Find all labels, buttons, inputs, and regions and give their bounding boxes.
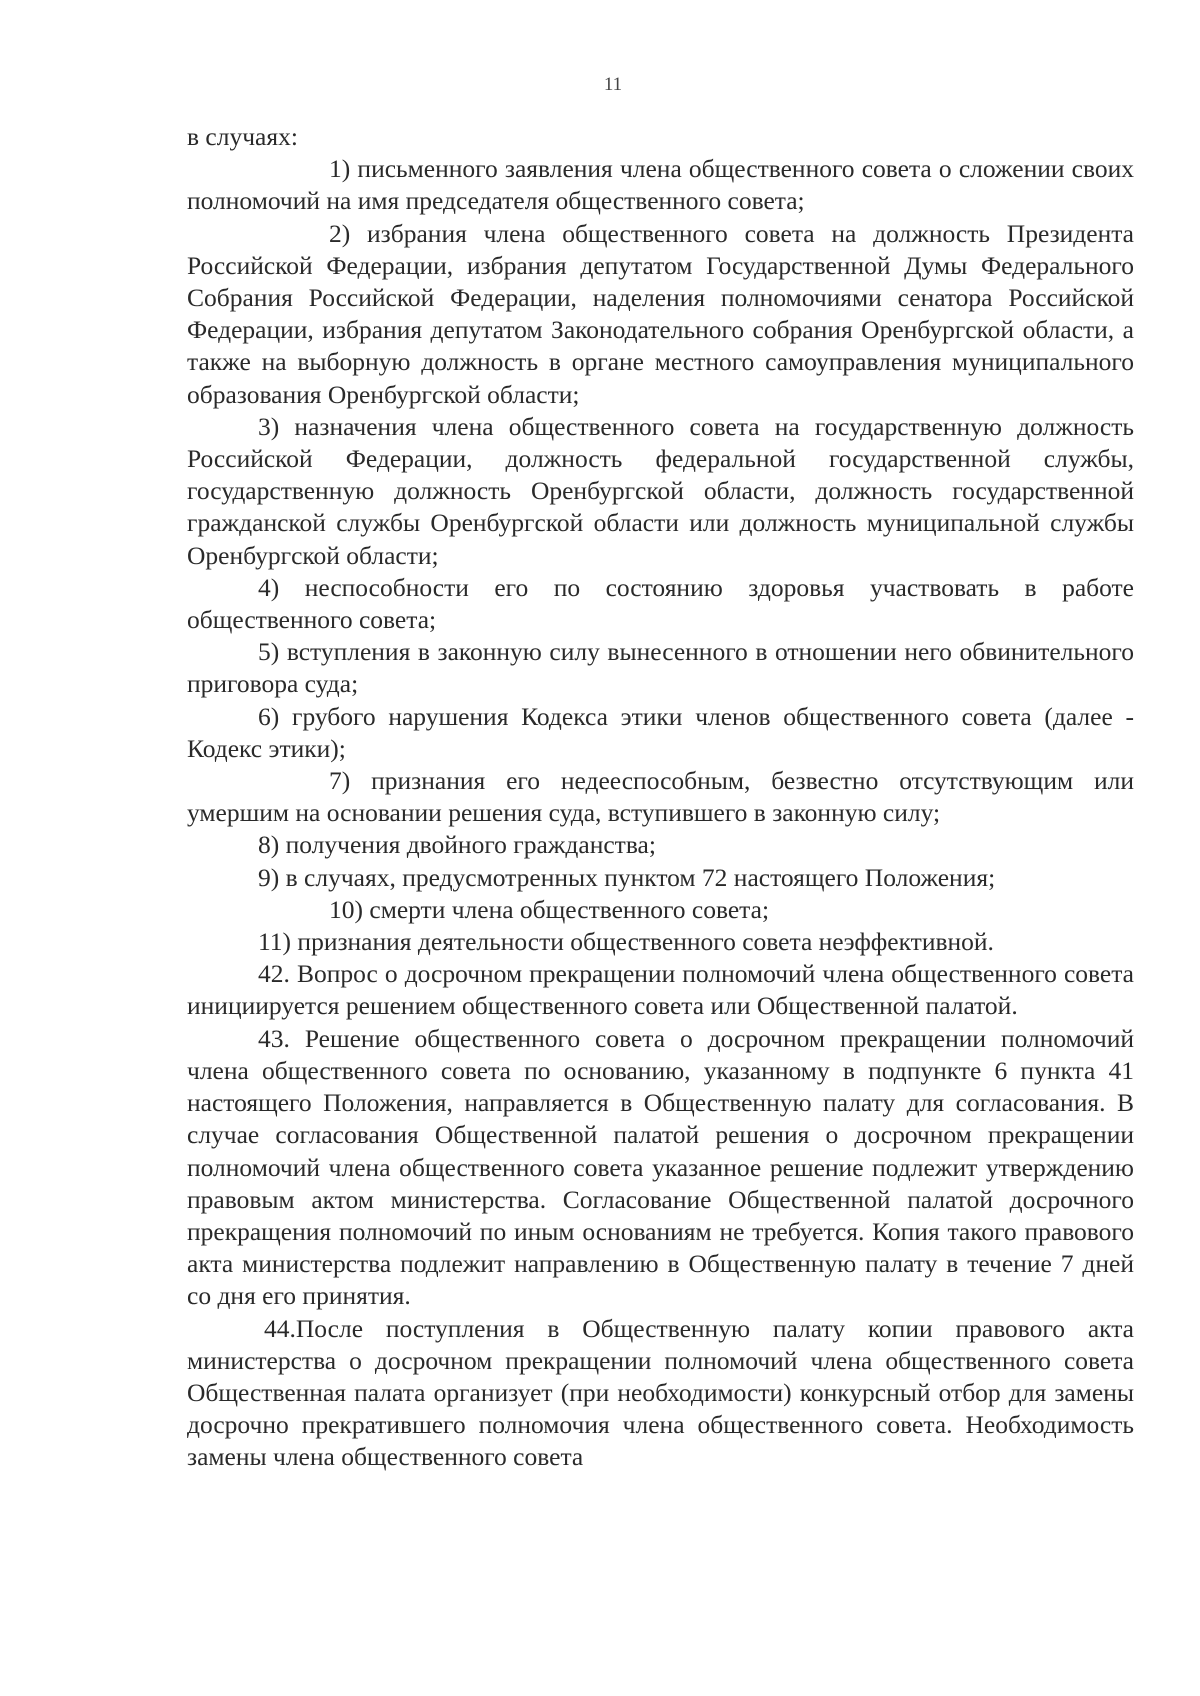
document-body <box>187 121 1134 1474</box>
list-item-4 <box>187 572 1134 636</box>
item-number: 6) <box>258 701 280 731</box>
list-item-7 <box>187 765 1134 829</box>
item-number: 2) <box>329 218 351 248</box>
item-number: 1) <box>329 154 351 184</box>
clause-number: 43. <box>258 1023 290 1053</box>
list-item-1 <box>187 153 1134 217</box>
item-text: назначения члена общественного совета на государственную должность Российской Федерации, должность федеральной государственной службы, государственную должность Оренбургской области, должность государственной гражданской службы Оренбургской области или должность муниципальной службы Оренбургской области; <box>187 411 1135 570</box>
item-text: признания деятельности общественного совета неэффективной. <box>297 927 994 957</box>
list-item-2 <box>187 218 1134 411</box>
item-text: признания его недееспособным, безвестно отсутствующим или умершим на основании решения суда, вступившего в законную силу; <box>187 766 1134 828</box>
item-text: в случаях, предусмотренных пунктом 72 настоящего Положения; <box>285 862 996 892</box>
clause-text: После поступления в Общественную палату копии правового акта министерства о досрочном прекращении полномочий члена общественного совета Общественная палата организует (при необходимости) конкурсный отбор для замены досрочно прекратившего полномочия члена общественного совета. Необходимость замены члена общественного совета <box>187 1313 1134 1472</box>
item-text: грубого нарушения Кодекса этики членов общественного совета (далее - Кодекс этики); <box>187 701 1134 763</box>
list-item-3 <box>187 411 1134 572</box>
item-number: 9) <box>258 862 280 892</box>
clause-text: Решение общественного совета о досрочном прекращении полномочий члена общественного совета по основанию, указанному в подпункте 6 пункта 41 настоящего Положения, направляется в Общественную палату для согласования. В случае согласования Общественной палатой решения о досрочном прекращении полномочий члена общественного совета указанное решение подлежит утверждению правовым актом министерства. Согласование Общественной палатой досрочного прекращения полномочий по иным основаниям не требуется. Копия такого правового акта министерства подлежит направлению в Общественную палату в течение 7 дней со дня его принятия. <box>187 1023 1135 1311</box>
item-text: избрания члена общественного совета на должность Президента Российской Федерации, избрания депутатом Государственной Думы Федерального Собрания Российской Федерации, наделения полномочиями сенатора Российской Федерации, избрания депутатом Законодательного собрания Оренбургской области, а также на выборную должность в органе местного самоуправления муниципального образования Оренбургской области; <box>187 218 1135 409</box>
list-item-10 <box>187 894 1134 926</box>
list-item-6 <box>187 701 1134 765</box>
list-item-11 <box>187 926 1134 958</box>
clause-number: 42. <box>258 959 290 989</box>
item-number: 5) <box>258 637 280 667</box>
item-text: получения двойного гражданства; <box>285 830 656 860</box>
item-number: 8) <box>258 830 280 860</box>
paragraph-text: в случаях: <box>187 122 298 151</box>
item-text: неспособности его по состоянию здоровья участвовать в работе общественного совета; <box>187 572 1134 635</box>
item-text: письменного заявления члена общественного совета о сложении своих полномочий на имя председателя общественного совета; <box>187 154 1135 216</box>
clause-42 <box>187 958 1134 1022</box>
clause-number: 44. <box>264 1313 296 1343</box>
item-number: 11) <box>258 927 292 957</box>
list-item-8 <box>187 829 1134 861</box>
list-item-9 <box>187 862 1134 894</box>
item-text: вступления в законную силу вынесенного в отношении него обвинительного приговора суда; <box>187 637 1134 699</box>
item-number: 7) <box>329 766 351 796</box>
clause-44 <box>187 1313 1134 1474</box>
paragraph-intro <box>187 121 1134 153</box>
item-number: 4) <box>258 572 280 602</box>
list-item-5 <box>187 636 1134 700</box>
item-text: смерти члена общественного совета; <box>369 894 770 924</box>
item-number: 3) <box>258 411 280 441</box>
clause-text: Вопрос о досрочном прекращении полномочий члена общественного совета инициируется решением общественного совета или Общественной палатой. <box>187 959 1135 1021</box>
clause-43 <box>187 1023 1134 1313</box>
item-number: 10) <box>329 894 363 924</box>
page-number: 11 <box>603 74 623 95</box>
